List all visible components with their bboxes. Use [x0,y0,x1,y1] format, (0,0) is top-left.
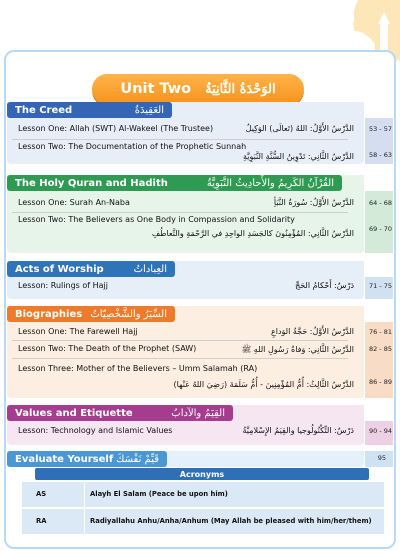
section-title: The Holy Quran and Hadith [15,177,168,189]
lesson-title-ar[interactable]: الدَّرْسُ الثَّانِي: تَدْوِينُ السُّنَّةِ النَّبَوِيَّةِ [242,152,354,161]
acronym-key: AS [36,490,47,498]
lesson-title-ar[interactable]: دَرْسٌ: أَحْكامُ الحَجِّ [295,281,354,290]
page-range[interactable]: 53 - 57 [368,125,392,133]
row-divider [12,358,348,359]
acronym-separator [84,509,85,535]
lesson-title-ar[interactable]: الدَّرْسُ الثَّالِثُ: أُمُّ المُؤْمِنِينَ - أُمُّ سَلَمَةَ (رَضِيَ اللهُ عَنْها) [173,380,354,389]
section-title: The Creed [15,104,73,116]
unit-title-en: Unit Two [120,81,192,97]
lesson-title-ar[interactable]: الدَّرْسُ الأَوَّلُ: حَجَّةُ الوَداعِ [270,327,354,336]
section-title-ar: العَقِيدَةُ [134,104,164,116]
lesson-title[interactable]: Lesson Two: The Documentation of the Prophetic Sunnah [18,142,247,151]
lesson-title[interactable]: Lesson One: Surah An-Naba [18,198,130,207]
page-range[interactable]: 64 - 68 [368,199,392,207]
acronyms-header: Acronyms [35,468,369,480]
page-range[interactable]: 71 - 75 [368,282,392,290]
acronym-row [22,508,384,534]
section-header-quran-hadith [7,175,342,191]
lesson-title[interactable]: Lesson One: The Farewell Hajj [18,327,138,336]
lesson-title[interactable]: Lesson One: Allah (SWT) Al-Wakeel (The Trustee) [18,124,214,133]
page-range[interactable]: 58 - 63 [368,151,392,159]
lesson-title[interactable]: Lesson Two: The Death of the Prophet (SAW) [18,344,197,353]
lesson-title[interactable]: Lesson: Technology and Islamic Values [18,426,173,435]
row-divider [12,212,348,213]
section-title-ar: القِيَمُ والآدابُ [171,407,225,419]
lesson-title-ar[interactable]: الدَّرْسُ الثَّانِي: المُؤْمِنُونَ كالجَسَدِ الواحِدِ في الرَّحْمَةِ والتَّعاطُفِ [151,229,354,238]
section-title-ar: العِباداتُ [133,263,167,275]
page-range[interactable]: 69 - 70 [368,225,392,233]
unit-title [92,74,304,104]
section-title-ar: القُرْآنُ الكَرِيمُ والأَحادِيثُ النَّبَوِيَّةُ [206,177,334,189]
section-title-ar: قَيِّمْ نَفْسَكَ [116,453,159,465]
acronym-value: Radiyallahu Anhu/Anha/Anhum (May Allah be pleased with him/her/them) [90,517,372,525]
section-title: Values and Etiquette [15,407,133,419]
section-header-creed [7,102,172,118]
acronym-value: Alayh El Salam (Peace be upon him) [90,490,228,498]
lesson-title-ar[interactable]: الدَّرْسُ الثَّانِي: وَفاةُ رَسُولِ اللهِ ﷺ [241,345,354,354]
page-range[interactable]: 86 - 89 [368,378,392,386]
section-title: Evaluate Yourself [15,453,114,465]
section-title: Biographies [15,308,83,320]
section-header-worship [7,261,175,277]
page-number[interactable]: 95 [377,454,386,462]
lesson-title[interactable]: Lesson: Rulings of Hajj [18,281,108,290]
acronym-separator [84,482,85,508]
lesson-title-ar[interactable]: دَرْسٌ: التِّكْنُولُوجيا والقِيَمُ الإِسْلامِيَّةُ [242,426,354,435]
section-title: Acts of Worship [15,263,104,275]
section-title-ar: السِّيَرُ والشَّخْصِيّاتُ [90,308,167,320]
row-divider [12,340,348,341]
unit-title-ar: الوَحْدَةُ الثَّانِيَةُ [205,81,276,97]
section-header-evaluate [7,451,167,467]
row-divider [12,139,348,140]
acronym-key: RA [36,517,47,525]
section-header-values [7,405,233,421]
section-header-biographies [7,306,175,322]
page-range[interactable]: 76 - 81 [368,328,392,336]
page-range[interactable]: 82 - 85 [368,345,392,353]
lesson-title-ar[interactable]: الدَّرْسُ الأَوَّلُ: اللهُ (تَعالَى) الوَكِيلُ [245,124,354,133]
page-range[interactable]: 90 - 94 [368,427,392,435]
lesson-title[interactable]: Lesson Two: The Believers as One Body in Compassion and Solidarity [18,215,295,224]
acronym-row [22,481,384,507]
lesson-title[interactable]: Lesson Three: Mother of the Believers – Umm Salamah (RA) [18,364,258,373]
lesson-title-ar[interactable]: الدَّرْسُ الأَوَّلُ: سُورَةُ النَّبَأِ [273,198,354,207]
